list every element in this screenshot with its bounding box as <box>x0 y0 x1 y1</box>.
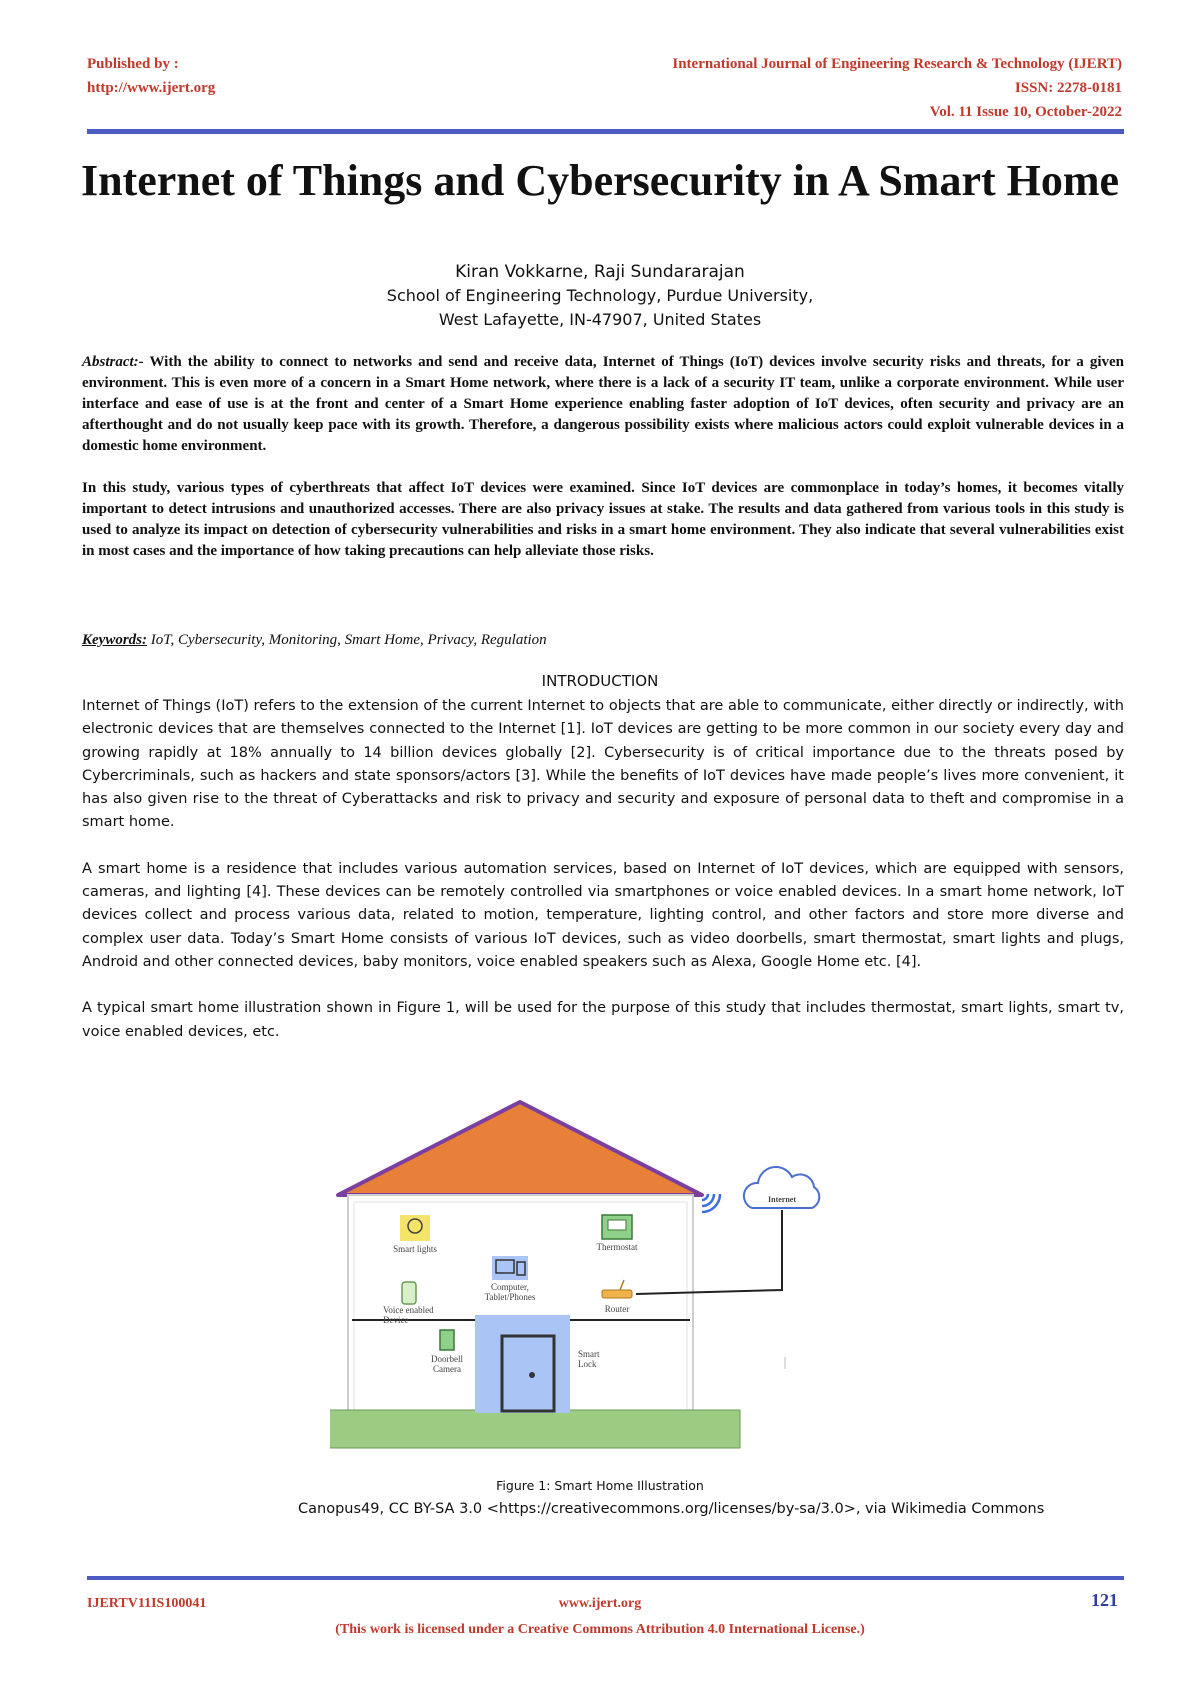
label-lock-1: Smart <box>578 1349 600 1359</box>
journal-url[interactable]: http://www.ijert.org <box>87 80 216 96</box>
thermostat-screen-icon <box>608 1220 626 1230</box>
journal-name: International Journal of Engineering Research & Technology (IJERT) <box>672 56 1122 72</box>
figure-caption: Figure 1: Smart Home Illustration <box>496 1478 704 1493</box>
smart-home-figure <box>330 1090 890 1470</box>
figure-credit: Canopus49, CC BY-SA 3.0 <https://creativecommons.org/licenses/by-sa/3.0>, via Wikimedia Commons <box>298 1501 1045 1517</box>
label-lock-2: Lock <box>578 1359 597 1369</box>
door-knob-icon <box>529 1372 535 1378</box>
footer-site[interactable]: www.ijert.org <box>558 1596 642 1611</box>
introduction-body <box>82 695 1124 1067</box>
header-right <box>672 52 1122 124</box>
voice-device-icon <box>402 1282 416 1304</box>
label-computer-1: Computer, <box>491 1282 529 1292</box>
label-voice-1: Voice enabled <box>383 1305 434 1315</box>
intro-paragraph-3: A typical smart home illustration shown in Figure 1, will be used for the purpose of this study that includes thermostat, smart lights, smart tv, voice enabled devices, etc. <box>82 1000 1124 1040</box>
roof <box>338 1102 702 1195</box>
issn: ISSN: 2278-0181 <box>1014 80 1122 96</box>
label-smart-lights: Smart lights <box>393 1244 437 1254</box>
published-by: Published by : <box>87 56 179 72</box>
door-panel <box>475 1315 570 1413</box>
abstract-paragraph-2: In this study, various types of cyberthreats that affect IoT devices were examined. Since IoT devices are commonplace in today’s homes, it becomes vitally important to detect intrusions and unauthorized accesses. There are also privacy issues at stake. The results and data gathered from various tools in this study is used to analyze its impact on detection of cybersecurity vulnerabilities and risks in a smart home environment. They also indicate that several vulnerabilities exist in most cases and the importance of how taking precautions can help alleviate those risks. <box>82 480 1124 559</box>
header-divider <box>87 129 1124 134</box>
abstract-paragraph-1 <box>82 352 1124 457</box>
label-doorbell-1: Doorbell <box>431 1354 463 1364</box>
affiliation-line-2: West Lafayette, IN-47907, United States <box>438 310 762 329</box>
label-voice-2: Device <box>383 1315 409 1325</box>
affiliation-line-1: School of Engineering Technology, Purdue University, <box>386 286 814 305</box>
wifi-icon <box>702 1194 720 1212</box>
abstract-label: Abstract:- <box>82 354 144 370</box>
paper-title: Internet of Things and Cybersecurity in A Smart Home <box>80 156 1120 205</box>
keywords-text: IoT, Cybersecurity, Monitoring, Smart Home, Privacy, Regulation <box>150 632 547 648</box>
abstract-text-1: With the ability to connect to networks and send and receive data, Internet of Things (IoT) devices involve security risks and threats, for a given environment. This is even more of a concern in a Smart Home network, where there is a lack of a security IT team, unlike a corporate environment. While user interface and ease of use is at the front and center of a Smart Home experience enabling faster adoption of IoT devices, often security and privacy are an afterthought and do not usually keep pace with its growth. Therefore, a dangerous possibility exists where malicious actors could exploit vulnerable devices in a domestic home environment. <box>82 354 1124 454</box>
paper-id: IJERTV11IS100041 <box>87 1596 207 1611</box>
label-doorbell-2: Camera <box>433 1364 461 1374</box>
author-block <box>0 260 1200 332</box>
doorbell-camera-icon <box>440 1330 454 1350</box>
section-heading-introduction: INTRODUCTION <box>541 672 659 690</box>
license-notice: (This work is licensed under a Creative Commons Attribution 4.0 International License.) <box>335 1622 865 1637</box>
label-internet: Internet <box>768 1195 796 1204</box>
footer-divider <box>87 1576 1124 1580</box>
page-number: 121 <box>1091 1590 1118 1610</box>
intro-paragraph-1: Internet of Things (IoT) refers to the extension of the current Internet to objects that are able to communicate, either directly or indirectly, with electronic devices that are themselves connected to the Internet [1]. IoT devices are getting to be more common in our society every day and growing rapidly at 18% annually to 14 billion devices globally [2]. Cybersecurity is of critical importance due to the threats posed by Cybercriminals, such as hackers and state sponsors/actors [3]. While the benefits of IoT devices have made people’s lives more convenient, it has also given rise to the threat of Cyberattacks and risk to privacy and security and exposure of personal data to theft and compromise in a smart home. <box>82 698 1124 831</box>
label-thermostat: Thermostat <box>596 1242 638 1252</box>
volume-issue: Vol. 11 Issue 10, October-2022 <box>929 104 1122 120</box>
keywords <box>82 630 1124 651</box>
author-names: Kiran Vokkarne, Raji Sundararajan <box>455 262 745 282</box>
keywords-label: Keywords: <box>82 632 147 648</box>
abstract <box>82 352 1124 583</box>
intro-paragraph-2: A smart home is a residence that includes various automation services, based on Internet of IoT devices, which are equipped with sensors, cameras, and lighting [4]. These devices can be remotely controlled via smartphones or voice enabled devices. In a smart home network, IoT devices collect and process various data, related to motion, temperature, lighting control, and other factors and store more diverse and complex user data. Today’s Smart Home consists of various IoT devices, such as video doorbells, smart thermostat, smart lights and plugs, Android and other connected devices, baby monitors, voice enabled speakers such as Alexa, Google Home etc. [4]. <box>82 860 1124 970</box>
label-computer-2: Tablet/Phones <box>484 1292 536 1302</box>
label-router: Router <box>604 1304 630 1314</box>
header-left <box>87 52 215 100</box>
smart-home-illustration <box>330 1090 890 1470</box>
router-icon <box>602 1290 632 1298</box>
ground <box>330 1410 740 1448</box>
